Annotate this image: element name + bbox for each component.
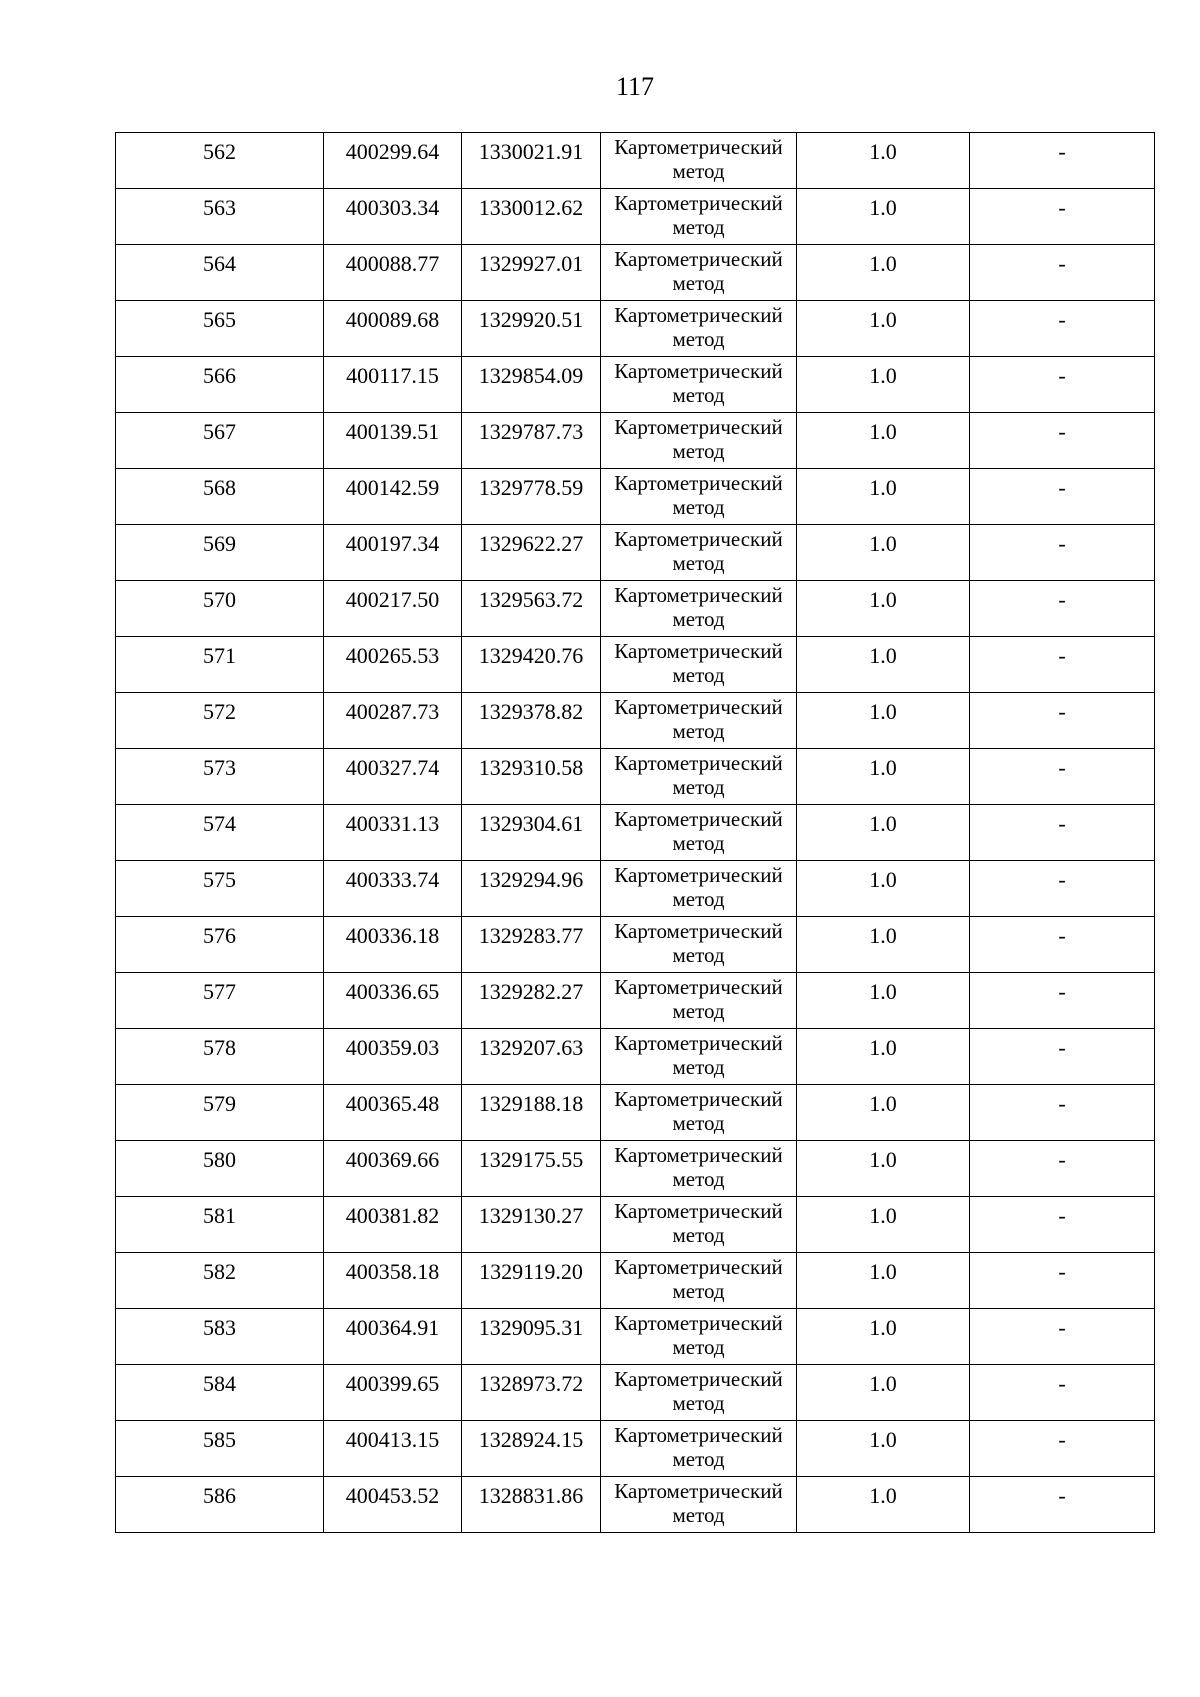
- accuracy-cell: 1.0: [797, 413, 970, 469]
- table-row: [116, 1421, 1155, 1477]
- method-line-2: метод: [672, 327, 725, 351]
- note-cell: -: [970, 1141, 1155, 1197]
- method-line-1: Картометрический: [614, 359, 783, 383]
- note-cell: -: [970, 1421, 1155, 1477]
- method-cell: [601, 861, 797, 917]
- method-line-2: метод: [672, 1335, 725, 1359]
- x-coordinate-cell: 400369.66: [324, 1141, 462, 1197]
- method-cell: [601, 413, 797, 469]
- method-line-1: Картометрический: [614, 975, 783, 999]
- x-coordinate-cell: 400336.65: [324, 973, 462, 1029]
- y-coordinate-cell: 1328973.72: [462, 1365, 601, 1421]
- method-cell: [601, 1029, 797, 1085]
- table-body: [116, 133, 1155, 1533]
- note-cell: -: [970, 1309, 1155, 1365]
- method-line-2: метод: [672, 719, 725, 743]
- table-row: [116, 1253, 1155, 1309]
- point-number-cell: 578: [116, 1029, 324, 1085]
- x-coordinate-cell: 400299.64: [324, 133, 462, 189]
- method-cell: [601, 1085, 797, 1141]
- note-cell: -: [970, 1253, 1155, 1309]
- method-line-2: метод: [672, 887, 725, 911]
- point-number-cell: 570: [116, 581, 324, 637]
- method-cell: [601, 581, 797, 637]
- y-coordinate-cell: 1328831.86: [462, 1477, 601, 1533]
- method-cell: [601, 133, 797, 189]
- table-row: [116, 861, 1155, 917]
- note-cell: -: [970, 357, 1155, 413]
- table-row: [116, 1365, 1155, 1421]
- point-number-cell: 563: [116, 189, 324, 245]
- table-row: [116, 917, 1155, 973]
- method-cell: [601, 749, 797, 805]
- method-line-2: метод: [672, 1111, 725, 1135]
- y-coordinate-cell: 1329175.55: [462, 1141, 601, 1197]
- y-coordinate-cell: 1329188.18: [462, 1085, 601, 1141]
- method-line-2: метод: [672, 999, 725, 1023]
- x-coordinate-cell: 400117.15: [324, 357, 462, 413]
- accuracy-cell: 1.0: [797, 469, 970, 525]
- method-line-1: Картометрический: [614, 1311, 783, 1335]
- point-number-cell: 569: [116, 525, 324, 581]
- y-coordinate-cell: 1329310.58: [462, 749, 601, 805]
- point-number-cell: 575: [116, 861, 324, 917]
- method-cell: [601, 637, 797, 693]
- method-line-1: Картометрический: [614, 1255, 783, 1279]
- method-cell: [601, 189, 797, 245]
- method-cell: [601, 525, 797, 581]
- x-coordinate-cell: 400327.74: [324, 749, 462, 805]
- method-line-1: Картометрический: [614, 1367, 783, 1391]
- point-number-cell: 582: [116, 1253, 324, 1309]
- point-number-cell: 585: [116, 1421, 324, 1477]
- note-cell: -: [970, 861, 1155, 917]
- table-row: [116, 1197, 1155, 1253]
- method-cell: [601, 1309, 797, 1365]
- y-coordinate-cell: 1330012.62: [462, 189, 601, 245]
- note-cell: -: [970, 1197, 1155, 1253]
- method-line-1: Картометрический: [614, 807, 783, 831]
- note-cell: -: [970, 301, 1155, 357]
- method-line-2: метод: [672, 1167, 725, 1191]
- accuracy-cell: 1.0: [797, 1141, 970, 1197]
- point-number-cell: 565: [116, 301, 324, 357]
- table-row: [116, 245, 1155, 301]
- method-line-2: метод: [672, 775, 725, 799]
- x-coordinate-cell: 400399.65: [324, 1365, 462, 1421]
- accuracy-cell: 1.0: [797, 805, 970, 861]
- note-cell: -: [970, 189, 1155, 245]
- y-coordinate-cell: 1329282.27: [462, 973, 601, 1029]
- note-cell: -: [970, 637, 1155, 693]
- x-coordinate-cell: 400139.51: [324, 413, 462, 469]
- accuracy-cell: 1.0: [797, 637, 970, 693]
- point-number-cell: 581: [116, 1197, 324, 1253]
- x-coordinate-cell: 400217.50: [324, 581, 462, 637]
- note-cell: -: [970, 245, 1155, 301]
- accuracy-cell: 1.0: [797, 245, 970, 301]
- method-line-1: Картометрический: [614, 135, 783, 159]
- y-coordinate-cell: 1329294.96: [462, 861, 601, 917]
- method-line-1: Картометрический: [614, 1423, 783, 1447]
- note-cell: -: [970, 133, 1155, 189]
- x-coordinate-cell: 400331.13: [324, 805, 462, 861]
- x-coordinate-cell: 400413.15: [324, 1421, 462, 1477]
- method-line-2: метод: [672, 159, 725, 183]
- table-row: [116, 637, 1155, 693]
- note-cell: -: [970, 805, 1155, 861]
- y-coordinate-cell: 1329927.01: [462, 245, 601, 301]
- note-cell: -: [970, 1029, 1155, 1085]
- method-line-1: Картометрический: [614, 191, 783, 215]
- note-cell: -: [970, 581, 1155, 637]
- point-number-cell: 562: [116, 133, 324, 189]
- table-row: [116, 805, 1155, 861]
- x-coordinate-cell: 400088.77: [324, 245, 462, 301]
- table-row: [116, 693, 1155, 749]
- table-row: [116, 1085, 1155, 1141]
- note-cell: -: [970, 413, 1155, 469]
- x-coordinate-cell: 400287.73: [324, 693, 462, 749]
- point-number-cell: 576: [116, 917, 324, 973]
- y-coordinate-cell: 1328924.15: [462, 1421, 601, 1477]
- method-line-2: метод: [672, 831, 725, 855]
- y-coordinate-cell: 1329563.72: [462, 581, 601, 637]
- method-line-2: метод: [672, 607, 725, 631]
- accuracy-cell: 1.0: [797, 1197, 970, 1253]
- x-coordinate-cell: 400303.34: [324, 189, 462, 245]
- method-line-2: метод: [672, 495, 725, 519]
- method-line-1: Картометрический: [614, 583, 783, 607]
- method-cell: [601, 917, 797, 973]
- method-line-2: метод: [672, 383, 725, 407]
- accuracy-cell: 1.0: [797, 861, 970, 917]
- note-cell: -: [970, 1365, 1155, 1421]
- accuracy-cell: 1.0: [797, 1309, 970, 1365]
- method-line-1: Картометрический: [614, 247, 783, 271]
- table-row: [116, 357, 1155, 413]
- method-cell: [601, 1421, 797, 1477]
- accuracy-cell: 1.0: [797, 133, 970, 189]
- accuracy-cell: 1.0: [797, 525, 970, 581]
- note-cell: -: [970, 973, 1155, 1029]
- method-line-2: метод: [672, 943, 725, 967]
- accuracy-cell: 1.0: [797, 917, 970, 973]
- point-number-cell: 568: [116, 469, 324, 525]
- method-line-1: Картометрический: [614, 1479, 783, 1503]
- point-number-cell: 572: [116, 693, 324, 749]
- note-cell: -: [970, 469, 1155, 525]
- accuracy-cell: 1.0: [797, 1029, 970, 1085]
- method-line-1: Картометрический: [614, 527, 783, 551]
- method-line-1: Картометрический: [614, 695, 783, 719]
- method-cell: [601, 973, 797, 1029]
- x-coordinate-cell: 400197.34: [324, 525, 462, 581]
- y-coordinate-cell: 1329095.31: [462, 1309, 601, 1365]
- accuracy-cell: 1.0: [797, 1421, 970, 1477]
- accuracy-cell: 1.0: [797, 1085, 970, 1141]
- accuracy-cell: 1.0: [797, 301, 970, 357]
- point-number-cell: 574: [116, 805, 324, 861]
- y-coordinate-cell: 1329787.73: [462, 413, 601, 469]
- method-line-1: Картометрический: [614, 415, 783, 439]
- note-cell: -: [970, 693, 1155, 749]
- method-line-1: Картометрический: [614, 471, 783, 495]
- y-coordinate-cell: 1329920.51: [462, 301, 601, 357]
- method-cell: [601, 1477, 797, 1533]
- x-coordinate-cell: 400336.18: [324, 917, 462, 973]
- y-coordinate-cell: 1329304.61: [462, 805, 601, 861]
- point-number-cell: 571: [116, 637, 324, 693]
- method-cell: [601, 245, 797, 301]
- table-row: [116, 1141, 1155, 1197]
- x-coordinate-cell: 400381.82: [324, 1197, 462, 1253]
- method-cell: [601, 469, 797, 525]
- method-line-2: метод: [672, 1223, 725, 1247]
- table-row: [116, 581, 1155, 637]
- method-line-1: Картометрический: [614, 863, 783, 887]
- table-row: [116, 1477, 1155, 1533]
- x-coordinate-cell: 400089.68: [324, 301, 462, 357]
- y-coordinate-cell: 1329207.63: [462, 1029, 601, 1085]
- table-row: [116, 301, 1155, 357]
- accuracy-cell: 1.0: [797, 189, 970, 245]
- y-coordinate-cell: 1329378.82: [462, 693, 601, 749]
- method-cell: [601, 1197, 797, 1253]
- table-row: [116, 1029, 1155, 1085]
- y-coordinate-cell: 1329283.77: [462, 917, 601, 973]
- method-line-1: Картометрический: [614, 1087, 783, 1111]
- table-row: [116, 469, 1155, 525]
- method-line-1: Картометрический: [614, 919, 783, 943]
- accuracy-cell: 1.0: [797, 1253, 970, 1309]
- point-number-cell: 584: [116, 1365, 324, 1421]
- accuracy-cell: 1.0: [797, 693, 970, 749]
- x-coordinate-cell: 400142.59: [324, 469, 462, 525]
- accuracy-cell: 1.0: [797, 581, 970, 637]
- table-row: [116, 749, 1155, 805]
- method-line-1: Картометрический: [614, 639, 783, 663]
- y-coordinate-cell: 1330021.91: [462, 133, 601, 189]
- method-cell: [601, 693, 797, 749]
- accuracy-cell: 1.0: [797, 973, 970, 1029]
- method-line-1: Картометрический: [614, 1143, 783, 1167]
- point-number-cell: 566: [116, 357, 324, 413]
- accuracy-cell: 1.0: [797, 357, 970, 413]
- point-number-cell: 583: [116, 1309, 324, 1365]
- point-number-cell: 564: [116, 245, 324, 301]
- y-coordinate-cell: 1329622.27: [462, 525, 601, 581]
- method-cell: [601, 301, 797, 357]
- x-coordinate-cell: 400358.18: [324, 1253, 462, 1309]
- y-coordinate-cell: 1329420.76: [462, 637, 601, 693]
- y-coordinate-cell: 1329119.20: [462, 1253, 601, 1309]
- y-coordinate-cell: 1329778.59: [462, 469, 601, 525]
- table-row: [116, 973, 1155, 1029]
- method-cell: [601, 1253, 797, 1309]
- method-line-2: метод: [672, 1279, 725, 1303]
- note-cell: -: [970, 1085, 1155, 1141]
- y-coordinate-cell: 1329130.27: [462, 1197, 601, 1253]
- method-line-2: метод: [672, 551, 725, 575]
- accuracy-cell: 1.0: [797, 1365, 970, 1421]
- method-cell: [601, 357, 797, 413]
- x-coordinate-cell: 400453.52: [324, 1477, 462, 1533]
- accuracy-cell: 1.0: [797, 1477, 970, 1533]
- method-line-2: метод: [672, 1055, 725, 1079]
- table-row: [116, 133, 1155, 189]
- method-line-1: Картометрический: [614, 1031, 783, 1055]
- point-number-cell: 573: [116, 749, 324, 805]
- point-number-cell: 579: [116, 1085, 324, 1141]
- method-line-1: Картометрический: [614, 751, 783, 775]
- method-cell: [601, 1141, 797, 1197]
- x-coordinate-cell: 400365.48: [324, 1085, 462, 1141]
- page-number: 117: [615, 72, 655, 101]
- y-coordinate-cell: 1329854.09: [462, 357, 601, 413]
- note-cell: -: [970, 917, 1155, 973]
- point-number-cell: 567: [116, 413, 324, 469]
- note-cell: -: [970, 525, 1155, 581]
- table-row: [116, 413, 1155, 469]
- method-line-2: метод: [672, 1503, 725, 1527]
- note-cell: -: [970, 749, 1155, 805]
- x-coordinate-cell: 400359.03: [324, 1029, 462, 1085]
- method-line-2: метод: [672, 271, 725, 295]
- accuracy-cell: 1.0: [797, 749, 970, 805]
- coordinates-table: [115, 132, 1155, 1533]
- method-line-2: метод: [672, 663, 725, 687]
- method-line-2: метод: [672, 1447, 725, 1471]
- table-row: [116, 1309, 1155, 1365]
- point-number-cell: 580: [116, 1141, 324, 1197]
- method-cell: [601, 1365, 797, 1421]
- method-cell: [601, 805, 797, 861]
- x-coordinate-cell: 400265.53: [324, 637, 462, 693]
- note-cell: -: [970, 1477, 1155, 1533]
- x-coordinate-cell: 400333.74: [324, 861, 462, 917]
- point-number-cell: 577: [116, 973, 324, 1029]
- point-number-cell: 586: [116, 1477, 324, 1533]
- table-row: [116, 189, 1155, 245]
- method-line-1: Картометрический: [614, 1199, 783, 1223]
- method-line-1: Картометрический: [614, 303, 783, 327]
- method-line-2: метод: [672, 439, 725, 463]
- x-coordinate-cell: 400364.91: [324, 1309, 462, 1365]
- method-line-2: метод: [672, 215, 725, 239]
- table-row: [116, 525, 1155, 581]
- method-line-2: метод: [672, 1391, 725, 1415]
